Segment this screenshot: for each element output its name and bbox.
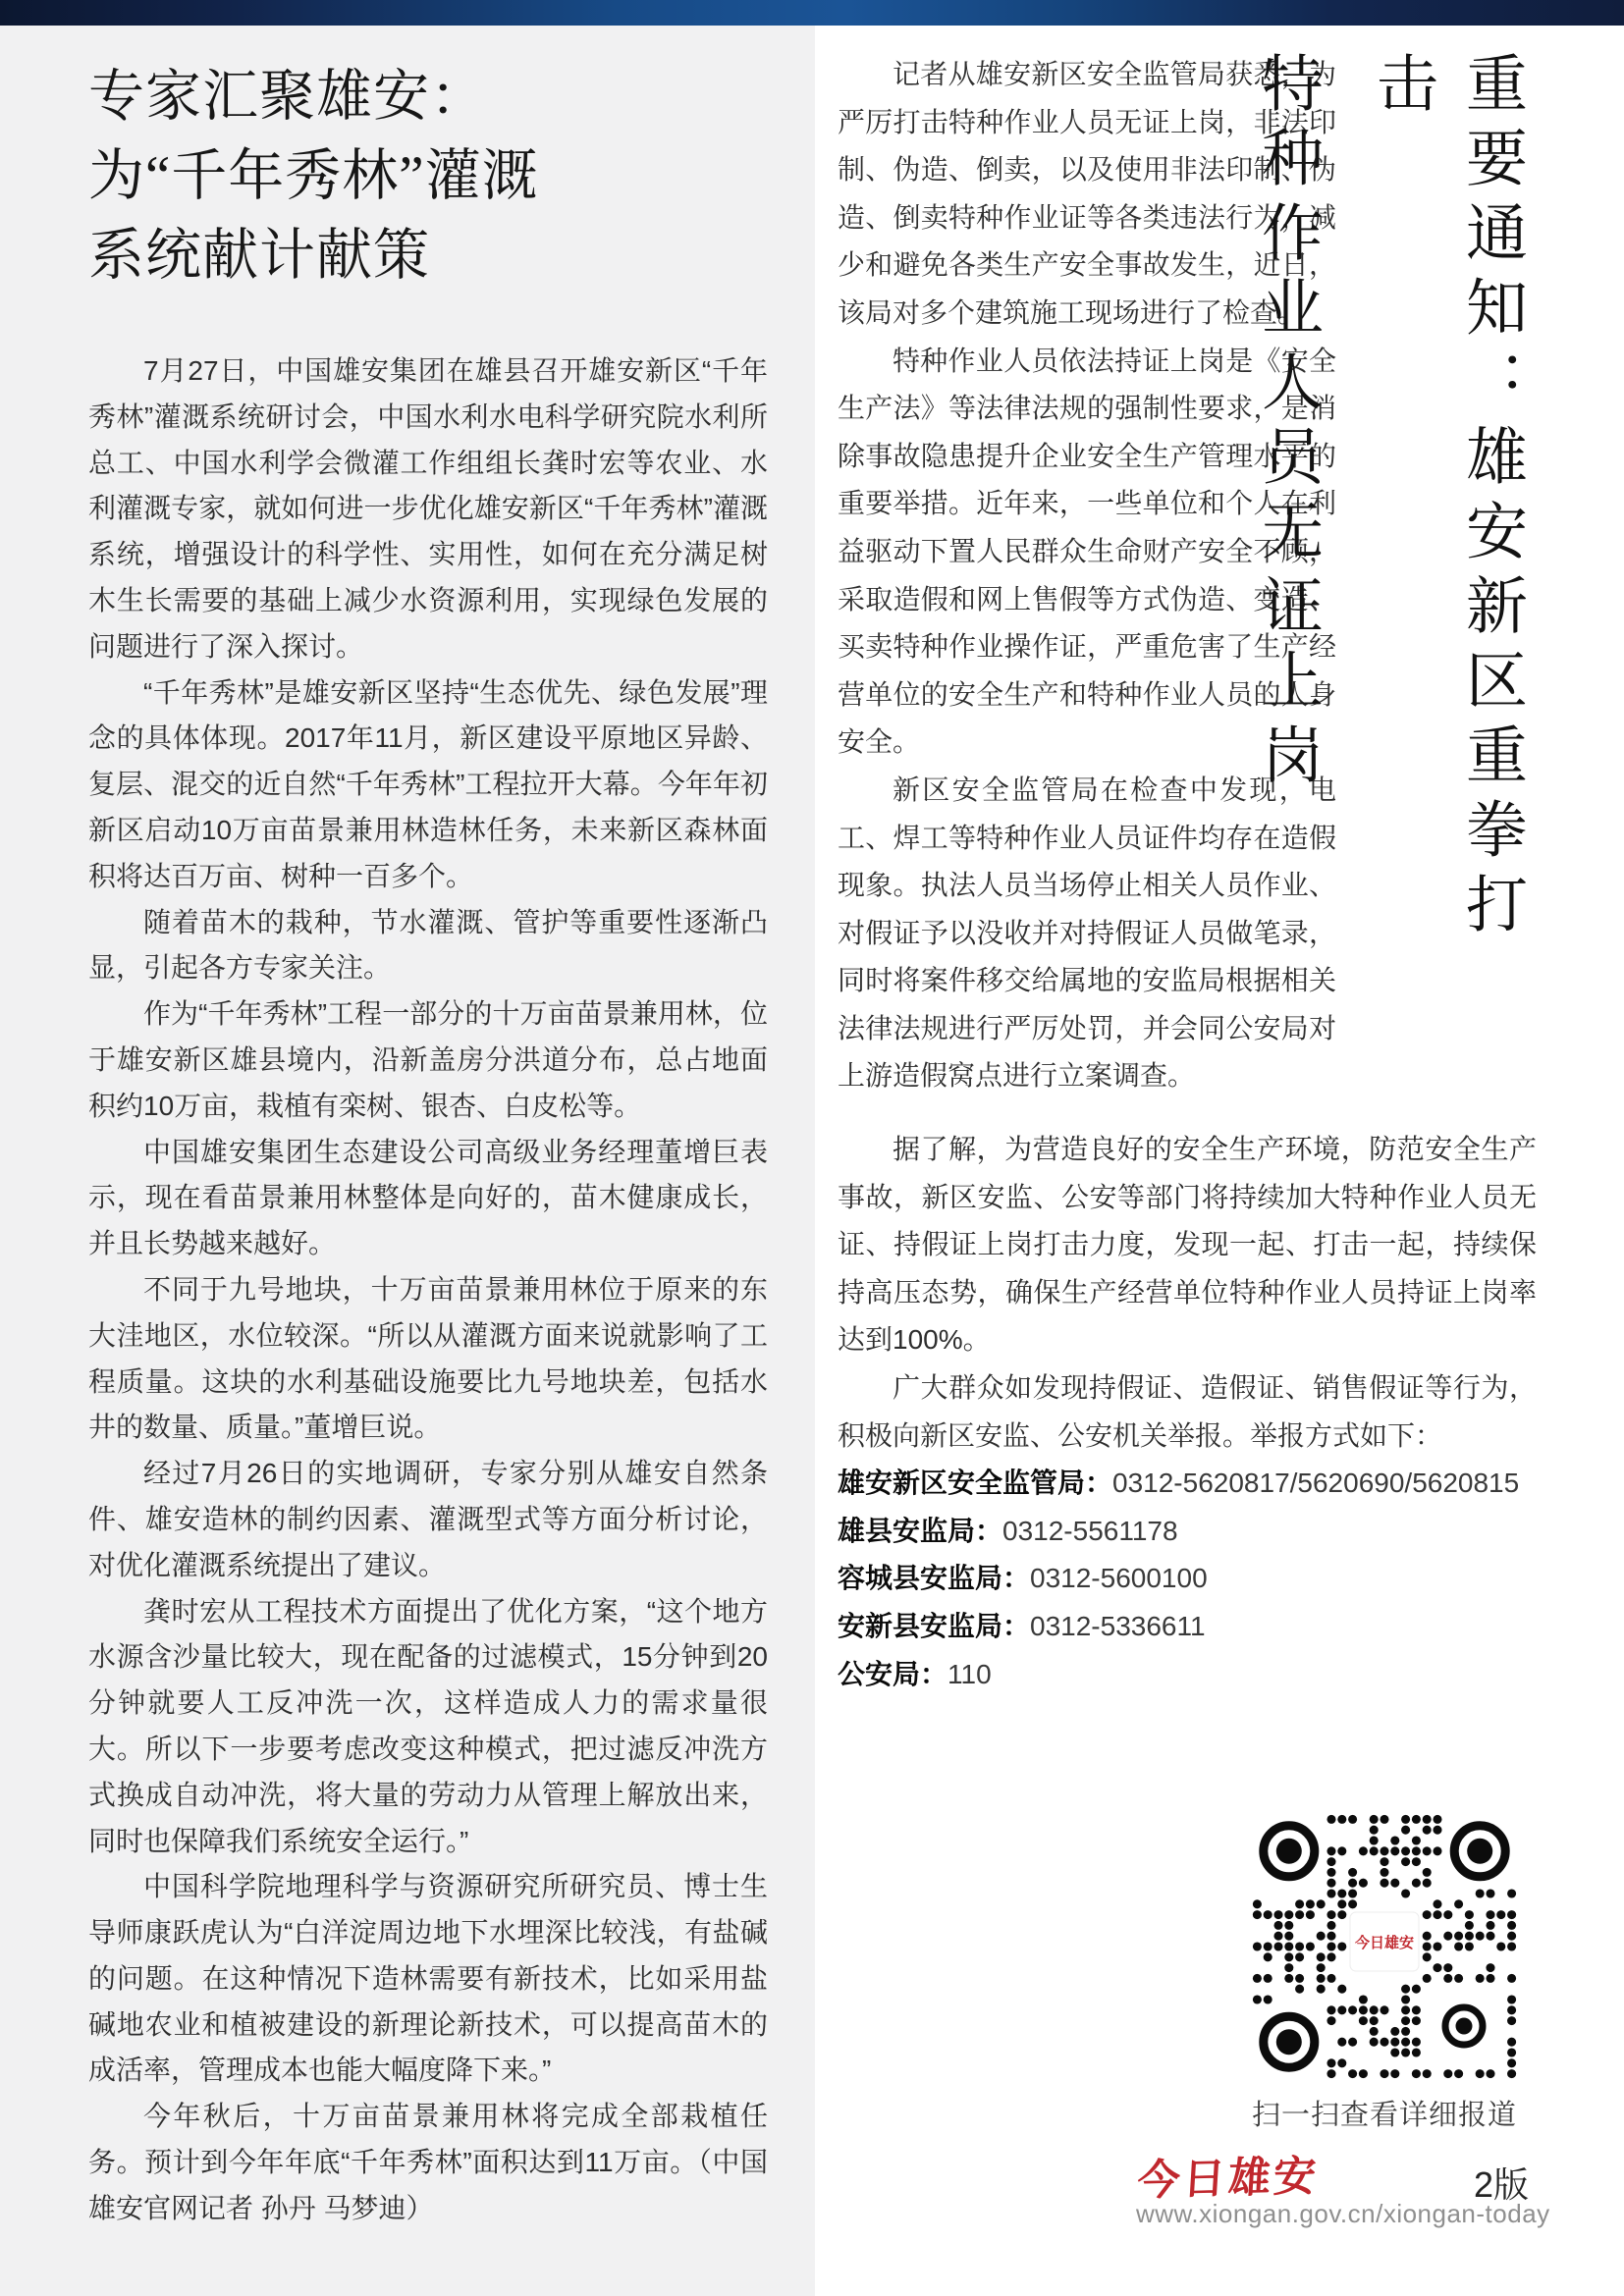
title-line: 为“千年秀林”灌溉 [88,145,539,207]
hotline-row [838,1555,1537,1603]
brand-logo: 今日雄安 [1136,2154,1321,2206]
title-line: 系统献计献策 [88,225,430,287]
qr-code [1252,1814,1517,2079]
article-paragraph: 中国科学院地理科学与资源研究所研究员、博士生导师康跃虎认为“白洋淀周边地下水埋深比较浅，有盐碱的问题。在这种情况下造林需要有新技术，比如采用盐碱地农业和植被建设的新理论新技术，可以提高苗木的成活率，管理成本也能大幅度降下来。” [88,1871,768,2086]
vertical-headline [1243,51,1537,984]
hotline-label: 容城县安监局： [838,1563,1031,1594]
notice-body-wide [838,1126,1537,1460]
hotline-row [838,1603,1537,1651]
left-article-title [88,57,768,295]
hotline-number: 0312-5336611 [1030,1611,1206,1641]
hotline-number: 0312-5600100 [1030,1563,1208,1594]
left-article-body [88,348,768,2232]
article-paragraph: 特种作业人员依法持证上岗是《安全生产法》等法律法规的强制性要求，是消除事故隐患提升企业安全生产管理水平的重要举措。近年来，一些单位和个人在利益驱动下置人民群众生命财产安全不顾，采取造假和网上售假等方式伪造、变造、买卖特种作业操作证，严重危害了生产经营单位的安全生产和特种作业人员的人身安全。 [838,345,1336,758]
left-article [88,57,768,2232]
article-paragraph: 随着苗木的栽种，节水灌溉、管护等重要性逐渐凸显，引起各方专家关注。 [88,906,768,984]
hotline-number: 110 [947,1658,992,1689]
vertical-headline-primary: 重要通知：雄安新区重拳打击 [1368,51,1526,946]
article-paragraph: 不同于九号地块，十万亩苗景兼用林位于原来的东大洼地区，水位较深。“所以从灌溉方面来说就影响了工程质量。这块的水利基础设施要比九号地块差，包括水井的数量、质量。”董增巨说。 [88,1273,768,1443]
article-paragraph: 新区安全监管局在检查中发现，电工、焊工等特种作业人员证件均存在造假现象。执法人员当场停止相关人员作业、对假证予以没收并对持假证人员做笔录，同时将案件移交给属地的安监局根据相关法律法规进行严厉处罚，并会同公安局对上游造假窝点进行立案调查。 [838,774,1336,1092]
article-paragraph: 龚时宏从工程技术方面提出了优化方案，“这个地方水源含沙量比较大，现在配备的过滤模式，15分钟到20分钟就要人工反冲洗一次，这样造成人力的需求量很大。所以下一步要考虑改变这种模式，把过滤反冲洗方式换成自动冲洗，将大量的劳动力从管理上解放出来，同时也保障我们系统安全运行。” [88,1595,768,1856]
article-paragraph: “千年秀林”是雄安新区坚持“生态优先、绿色发展”理念的具体体现。2017年11月，新区建设平原地区异龄、复层、混交的近自然“千年秀林”工程拉开大幕。今年年初新区启动10万亩苗景兼用林造林任务，未来新区森林面积将达百万亩、树种一百多个。 [88,676,768,891]
hotline-list [838,1460,1537,1698]
article-paragraph: 广大群众如发现持假证、造假证、销售假证等行为，积极向新区安监、公安机关举报。举报方式如下： [838,1372,1537,1451]
article-paragraph: 中国雄安集团生态建设公司高级业务经理董增巨表示，现在看苗景兼用林整体是向好的，苗木健康成长，并且长势越来越好。 [88,1136,768,1259]
qr-caption: 扫一扫查看详细报道 [1251,2100,1517,2131]
article-paragraph: 经过7月26日的实地调研，专家分别从雄安自然条件、雄安造林的制约因素、灌溉型式等方面分析讨论，对优化灌溉系统提出了建议。 [88,1458,768,1580]
hotline-number: 0312-5620817/5620690/5620815 [1112,1468,1520,1499]
hotline-label: 雄县安监局： [838,1515,1003,1546]
article-paragraph: 7月27日，中国雄安集团在雄县召开雄安新区“千年秀林”灌溉系统研讨会，中国水利水电科学研究院水利所总工、中国水利学会微灌工作组组长龚时宏等农业、水利灌溉专家，就如何进一步优化雄安新区“千年秀林”灌溉系统，增强设计的科学性、实用性，如何在充分满足树木生长需要的基础上减少水资源利用，实现绿色发展的问题进行了深入探讨。 [88,355,768,662]
title-line: 专家汇聚雄安： [88,66,487,128]
top-border-bar [0,0,1624,26]
hotline-label: 公安局： [838,1658,948,1689]
article-paragraph: 记者从雄安新区安全监管局获悉，为严厉打击特种作业人员无证上岗，非法印制、伪造、倒卖，以及使用非法印制、伪造、倒卖特种作业证等各类违法行为，减少和避免各类生产安全事故发生，近日，该局对多个建筑施工现场进行了检查。 [838,59,1336,328]
page-number: 2版 [1473,2164,1529,2205]
hotline-label: 雄安新区安全监管局： [838,1468,1113,1499]
article-paragraph: 今年秋后，十万亩苗景兼用林将完成全部栽植任务。预计到今年年底“千年秀林”面积达到11万亩。（中国雄安官网记者 孙丹 马梦迪） [88,2101,768,2223]
hotline-row [838,1508,1537,1556]
article-paragraph: 作为“千年秀林”工程一部分的十万亩苗景兼用林，位于雄安新区雄县境内，沿新盖房分洪道分布，总占地面积约10万亩，栽植有栾树、银杏、白皮松等。 [88,998,768,1121]
hotline-label: 安新县安监局： [838,1611,1031,1641]
svg-text:今日雄安: 今日雄安 [1354,1936,1415,1951]
vertical-headline-secondary: 特种作业人员无证上岗 [1253,51,1322,797]
hotline-row [838,1460,1537,1508]
article-paragraph: 据了解，为营造良好的安全生产环境，防范安全生产事故，新区安监、公安等部门将持续加大特种作业人员无证、持假证上岗打击力度，发现一起、打击一起，持续保持高压态势，确保生产经营单位特种作业人员持证上岗率达到100%。 [838,1134,1537,1356]
site-url: www.xiongan.gov.cn/xiongan-today [1136,2199,1550,2228]
hotline-number: 0312-5561178 [1002,1515,1178,1546]
hotline-row [838,1651,1537,1699]
